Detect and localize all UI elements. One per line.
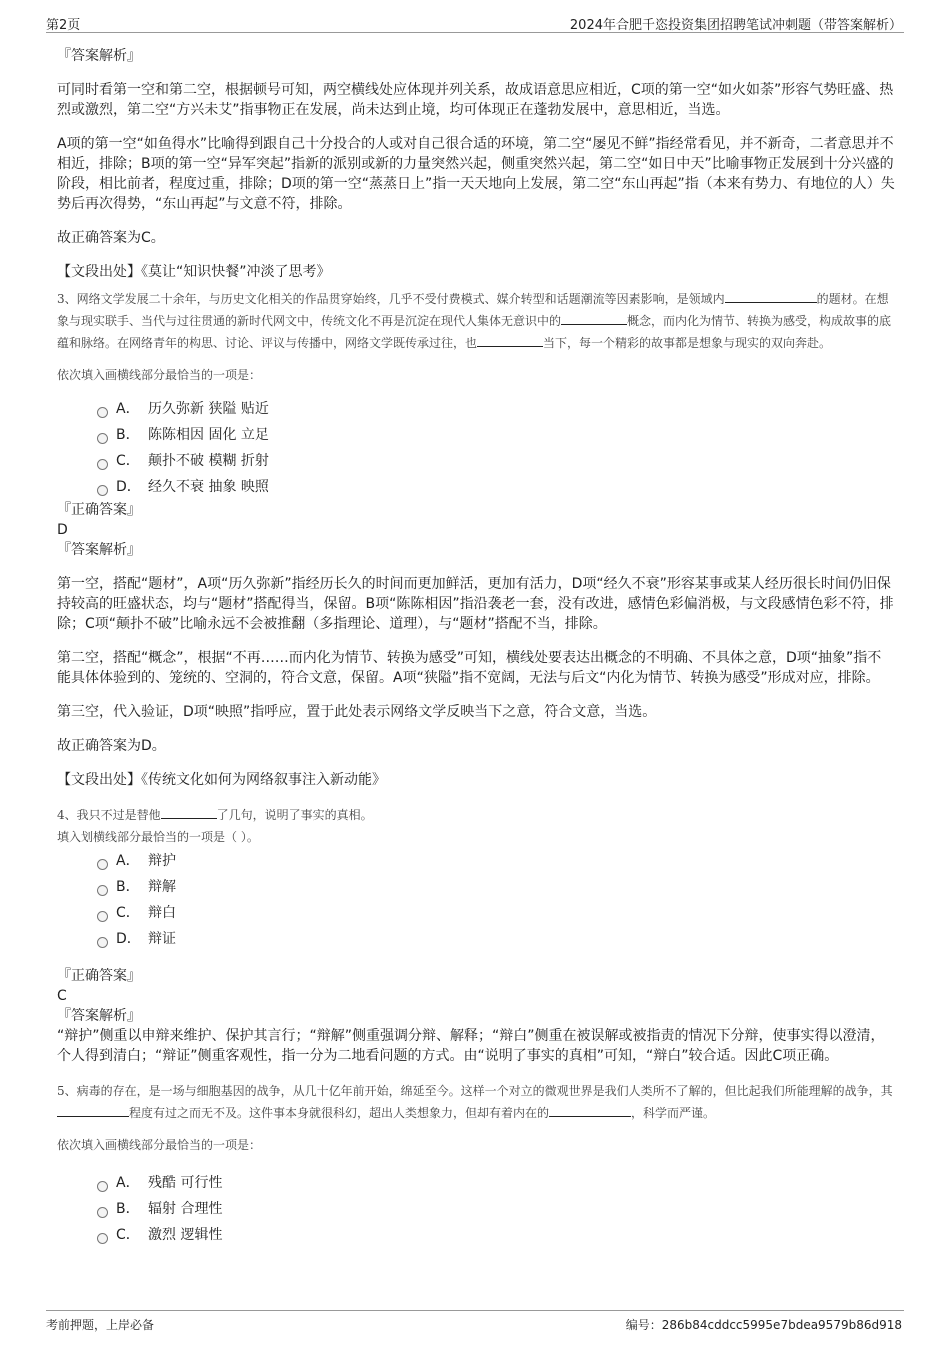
answer-blank bbox=[477, 334, 543, 347]
analysis-paragraph: 故正确答案为D。 bbox=[57, 738, 166, 754]
document-code: 编号：286b84cddcc5995e7bdea9579b86d918 bbox=[625, 1318, 902, 1332]
radio-button[interactable] bbox=[97, 1233, 108, 1244]
option-b[interactable]: B． 陈陈相因 固化 立足 bbox=[97, 422, 895, 448]
analysis-paragraph: 第一空，搭配“题材”，A项“历久弥新”指经历长久的时间而更加鲜活，更加有活力，D项“经久不衰”形容某事或某人经历很长时间仍旧保持较高的旺盛状态，均与“题材”搭配得当，保留。B项“陈陈相因”指沿袭老一套，没有改进，感情色彩偏消极，与文段感情色彩不符，排除；C项“颠扑不破”比喻永远不会被推翻（多指理论、道理），与“题材”搭配不当，排除。 bbox=[57, 576, 894, 632]
option-d[interactable]: D． 辩证 bbox=[97, 926, 895, 952]
radio-button[interactable] bbox=[97, 1181, 108, 1192]
page-footer bbox=[0, 1306, 950, 1345]
answer-tag: 『正确答案』 bbox=[57, 968, 141, 984]
radio-button[interactable] bbox=[97, 407, 108, 418]
radio-button[interactable] bbox=[97, 433, 108, 444]
analysis-paragraph: 故正确答案为C。 bbox=[57, 230, 165, 246]
footer-slogan: 考前押题，上岸必备 bbox=[46, 1318, 155, 1332]
analysis-paragraph: 第三空，代入验证，D项“映照”指呼应，置于此处表示网络文学反映当下之意，符合文意，当选。 bbox=[57, 704, 657, 720]
analysis-tag: 『答案解析』 bbox=[57, 1008, 141, 1024]
option-c[interactable]: C． 辩白 bbox=[97, 900, 895, 926]
option-b[interactable]: B． 辩解 bbox=[97, 874, 895, 900]
radio-button[interactable] bbox=[97, 859, 108, 870]
answer-blank bbox=[725, 290, 817, 303]
options-list bbox=[97, 848, 895, 952]
radio-button[interactable] bbox=[97, 937, 108, 948]
document-body bbox=[57, 46, 895, 1248]
answer-blank bbox=[161, 806, 217, 819]
option-b[interactable]: B． 辐射 合理性 bbox=[97, 1196, 895, 1222]
options-list bbox=[97, 396, 895, 500]
question-prompt: 依次填入画横线部分最恰当的一项是： bbox=[57, 1138, 262, 1152]
page-number: 第2页 bbox=[46, 18, 81, 33]
question-prompt: 填入划横线部分最恰当的一项是（ ）。 bbox=[57, 830, 259, 844]
question-3-stem: 3、网络文学发展二十余年，与历史文化相关的作品贯穿始终，几乎不受付费模式、媒介转型和话题潮流等因素影响，是领域内 的题材。在想象与现实联手、当代与过往贯通的新时代网文中，传统文化不再是沉淀在现代人集体无意识中的 概念，而内化为情节、转换为感受，构成故事的底蕴和脉络。在网络青年的构思、讨论、评议与传播中，网络文学既传承过往，也 当下，每一个精彩的故事都是想象与现实的双向奔赴。 bbox=[57, 292, 892, 350]
source-citation: 【文段出处】《莫让“知识快餐”冲淡了思考》 bbox=[57, 264, 331, 280]
footer-divider bbox=[46, 1310, 904, 1311]
answer-blank bbox=[57, 1104, 129, 1117]
answer-blank bbox=[549, 1104, 631, 1117]
analysis-paragraph: A项的第一空“如鱼得水”比喻得到跟自己十分投合的人或对自己很合适的环境，第二空“屡见不鲜”指经常看见，并不新奇，二者意思并不相近，排除；B项的第一空“异军突起”指新的派别或新的力量突然兴起，侧重突然兴起，第二空“如日中天”比喻事物正发展到十分兴盛的阶段，相比前者，程度过重，排除；D项的第一空“蒸蒸日上”指一天天地向上发展，第二空“东山再起”指（本来有势力、有地位的人）失势后再次得势，“东山再起”与文意不符，排除。 bbox=[57, 136, 895, 212]
radio-button[interactable] bbox=[97, 885, 108, 896]
question-5-stem: 5、病毒的存在，是一场与细胞基因的战争，从几十亿年前开始，绵延至今。这样一个对立的微观世界是我们人类所不了解的，但比起我们所能理解的战争，其程度有过之而无不及。这件事本身就很科幻，超出人类想象力，但却有着内在的 ，科学而严谨。 bbox=[57, 1084, 893, 1120]
header-divider bbox=[46, 32, 904, 33]
option-d[interactable]: D． 经久不衰 抽象 映照 bbox=[97, 474, 895, 500]
option-c[interactable]: C． 颠扑不破 模糊 折射 bbox=[97, 448, 895, 474]
source-citation: 【文段出处】《传统文化如何为网络叙事注入新动能》 bbox=[57, 772, 386, 788]
analysis-paragraph: “辩护”侧重以申辩来维护、保护其言行；“辩解”侧重强调分辩、解释；“辩白”侧重在被误解或被指责的情况下分辩，使事实得以澄清，个人得到清白；“辩证”侧重客观性，指一分为二地看问题的方式。由“说明了事实的真相”可知，“辩白”较合适。因此C项正确。 bbox=[57, 1028, 885, 1064]
option-c[interactable]: C． 激烈 逻辑性 bbox=[97, 1222, 895, 1248]
radio-button[interactable] bbox=[97, 485, 108, 496]
analysis-paragraph: 可同时看第一空和第二空，根据顿号可知，两空横线处应体现并列关系，故成语意思应相近，C项的第一空“如火如荼”形容气势旺盛、热烈或激烈，第二空“方兴未艾”指事物正在发展，尚未达到止境，均可体现正在蓬勃发展中，意思相近，当选。 bbox=[57, 82, 894, 118]
option-a[interactable]: A． 残酷 可行性 bbox=[97, 1170, 895, 1196]
options-list bbox=[97, 1170, 895, 1248]
answer-tag: 『正确答案』 bbox=[57, 502, 141, 518]
option-a[interactable]: A． 历久弥新 狭隘 贴近 bbox=[97, 396, 895, 422]
document-title: 2024年合肥千恣投资集团招聘笔试冲刺题（带答案解析） bbox=[569, 18, 902, 33]
analysis-tag: 『答案解析』 bbox=[57, 542, 141, 558]
page-header bbox=[0, 0, 950, 36]
analysis-tag: 『答案解析』 bbox=[57, 48, 141, 64]
option-a[interactable]: A． 辩护 bbox=[97, 848, 895, 874]
answer-blank bbox=[561, 312, 627, 325]
question-prompt: 依次填入画横线部分最恰当的一项是： bbox=[57, 368, 262, 382]
analysis-paragraph: 第二空，搭配“概念”，根据“不再……而内化为情节、转换为感受”可知，横线处要表达出概念的不明确、不具体之意，D项“抽象”指不能具体体验到的、笼统的、空洞的，符合文意，保留。A项“狭隘”指不宽阔，无法与后文“内化为情节、转换为感受”形成对应，排除。 bbox=[57, 650, 882, 686]
radio-button[interactable] bbox=[97, 911, 108, 922]
radio-button[interactable] bbox=[97, 1207, 108, 1218]
radio-button[interactable] bbox=[97, 459, 108, 470]
question-4-stem: 4、我只不过是替他 了几句，说明了事实的真相。 bbox=[57, 808, 373, 822]
correct-answer: D bbox=[57, 522, 68, 538]
correct-answer: C bbox=[57, 988, 67, 1004]
